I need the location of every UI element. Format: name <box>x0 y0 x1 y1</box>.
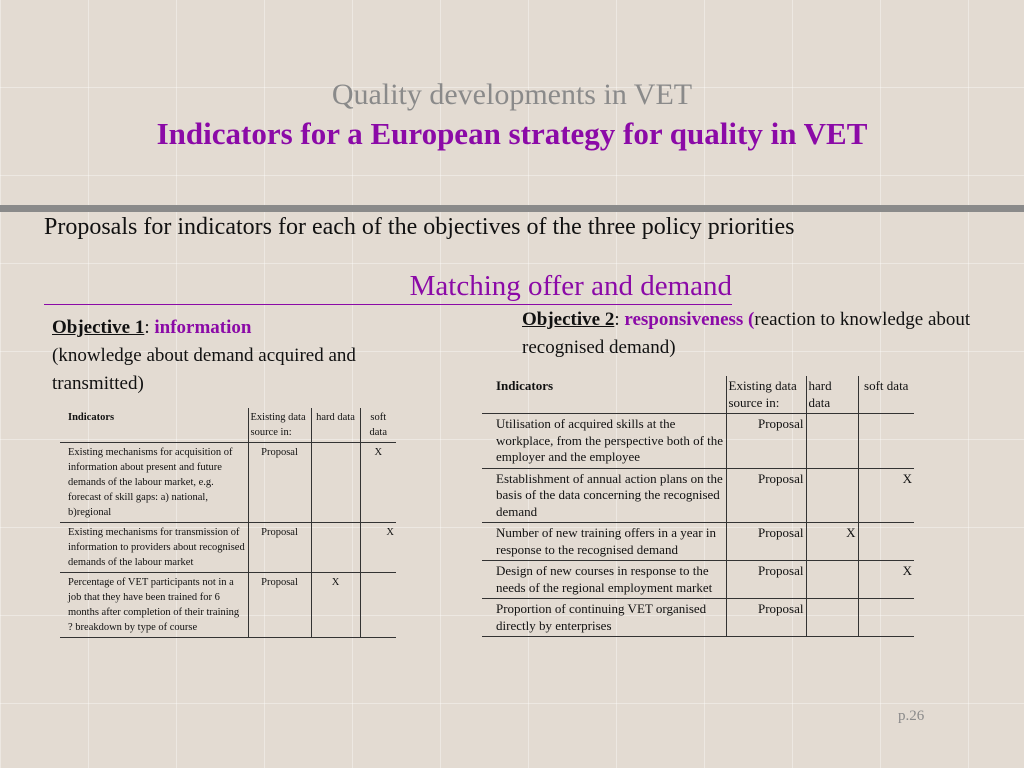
objective-2: Objective 2: responsiveness (reaction to knowledge about recognised demand) <box>522 309 971 358</box>
slide-title-line2: Indicators for a European strategy for quality in VET <box>156 116 868 151</box>
slide-title-line1: Quality developments in VET <box>331 78 693 111</box>
source-cell: Proposal <box>248 443 311 523</box>
hard-data-cell <box>806 599 858 637</box>
table-row <box>60 523 396 573</box>
table-header: Existing data source in: <box>248 408 311 443</box>
soft-data-cell: X <box>360 523 396 573</box>
objective-1-indicator-table <box>60 408 396 638</box>
soft-data-cell: X <box>858 468 914 523</box>
indicator-cell: Existing mechanisms for transmission of information to providers about recognised demands of the labour market <box>60 523 248 573</box>
source-cell: Proposal <box>726 414 806 469</box>
source-cell: Proposal <box>726 523 806 561</box>
hard-data-cell <box>311 523 360 573</box>
table-header: Indicators <box>60 408 248 443</box>
soft-data-cell: X <box>858 561 914 599</box>
soft-data-cell <box>858 599 914 637</box>
title-divider <box>0 205 1024 212</box>
objective-2-text: reaction to knowledge about recognised demand) <box>522 309 971 358</box>
source-cell: Proposal <box>726 599 806 637</box>
objective-2-label: Objective 2 <box>522 309 615 330</box>
soft-data-cell <box>858 414 914 469</box>
hard-data-cell: X <box>806 523 858 561</box>
table-header: soft data <box>360 408 396 443</box>
section-heading: Matching offer and demand <box>44 268 732 305</box>
table-header: soft data <box>858 376 914 414</box>
hard-data-cell: X <box>311 573 360 638</box>
indicator-cell: Utilisation of acquired skills at the workplace, from the perspective both of the employer and the employee <box>482 414 726 469</box>
soft-data-cell <box>858 523 914 561</box>
indicator-cell: Number of new training offers in a year in response to the recognised demand <box>482 523 726 561</box>
soft-data-cell: X <box>360 443 396 523</box>
objective-1-text: (knowledge about demand acquired and transmitted) <box>52 345 356 394</box>
slide-subtitle: Proposals for indicators for each of the objectives of the three policy priorities <box>44 214 795 240</box>
table-row <box>482 599 914 637</box>
source-cell: Proposal <box>248 573 311 638</box>
indicator-cell: Establishment of annual action plans on the basis of the data concerning the recognised demand <box>482 468 726 523</box>
objective-1-label: Objective 1 <box>52 317 145 338</box>
table-row <box>482 414 914 469</box>
indicator-cell: Existing mechanisms for acquisition of information about present and future demands of the labour market, e.g. forecast of skill gaps: a) national, b)regional <box>60 443 248 523</box>
table-row <box>482 523 914 561</box>
source-cell: Proposal <box>248 523 311 573</box>
table-header: Indicators <box>482 376 726 414</box>
table-row <box>60 573 396 638</box>
objective-2-key: responsiveness ( <box>624 309 755 330</box>
table-row <box>482 468 914 523</box>
table-row <box>60 443 396 523</box>
hard-data-cell <box>311 443 360 523</box>
page-number: p.26 <box>898 708 925 724</box>
indicator-cell: Percentage of VET participants not in a job that they have been trained for 6 months after completion of their training ? breakdown by type of course <box>60 573 248 638</box>
objective-2-indicator-table <box>482 376 914 637</box>
table-header: hard data <box>311 408 360 443</box>
hard-data-cell <box>806 468 858 523</box>
objective-1: Objective 1: information (knowledge about demand acquired and transmitted) <box>52 317 356 394</box>
source-cell: Proposal <box>726 561 806 599</box>
soft-data-cell <box>360 573 396 638</box>
hard-data-cell <box>806 561 858 599</box>
indicator-cell: Design of new courses in response to the needs of the regional employment market <box>482 561 726 599</box>
source-cell: Proposal <box>726 468 806 523</box>
table-header: Existing data source in: <box>726 376 806 414</box>
hard-data-cell <box>806 414 858 469</box>
table-header: hard data <box>806 376 858 414</box>
indicator-cell: Proportion of continuing VET organised directly by enterprises <box>482 599 726 637</box>
objective-1-key: information <box>154 317 252 338</box>
table-row <box>482 561 914 599</box>
